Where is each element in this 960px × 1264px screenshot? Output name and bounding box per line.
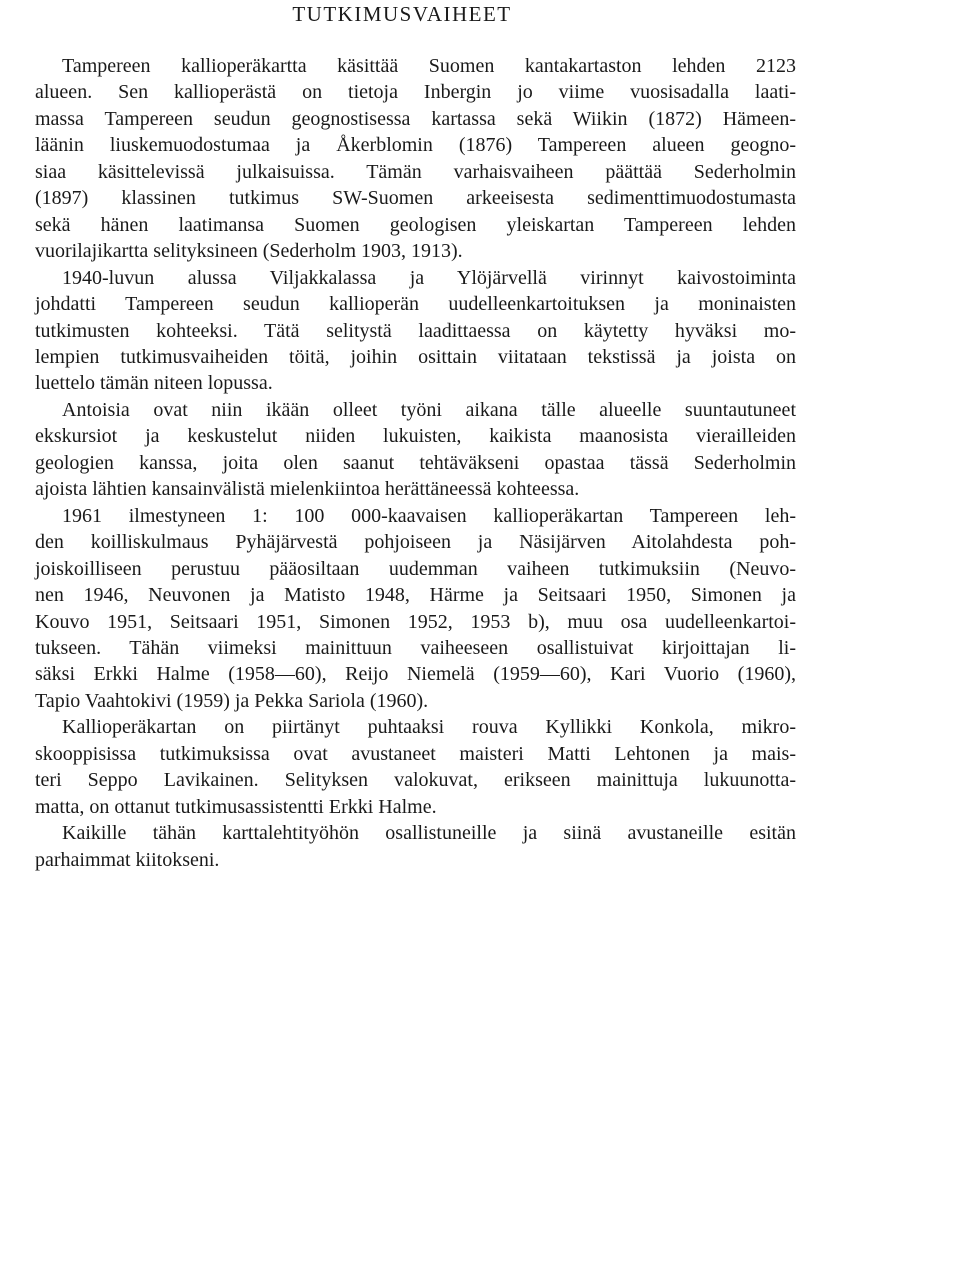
paragraph: [8, 397, 796, 503]
text-line: siaa käsittelevissä julkaisuissa. Tämän varhaisvaiheen päättää Sederholmin: [35, 160, 796, 183]
text-line: Tampereen kallioperäkartta käsittää Suomen kantakartaston lehden 2123: [62, 55, 796, 77]
text-line: säksi Erkki Halme (1958—60), Reijo Niemelä (1959—60), Kari Vuorio (1960),: [35, 663, 796, 686]
text-line: parhaimmat kiitokseni.: [35, 848, 220, 871]
text-line: ekskursiot ja keskustelut niiden lukuisten, kaikista maanosista vierailleiden: [35, 425, 796, 448]
text-line: Tapio Vaahtokivi (1959) ja Pekka Sariola (1960).: [35, 689, 429, 712]
text-line: skooppisissa tutkimuksissa ovat avustaneet maisteri Matti Lehtonen ja mais-: [35, 742, 796, 765]
paragraph: [8, 53, 796, 265]
text-line: Antoisia ovat niin ikään olleet työni aikana tälle alueelle suuntautuneet: [62, 398, 796, 421]
paragraph: [8, 503, 796, 715]
text-line: vuorilajikartta selityksineen (Sederholm 1903, 1913).: [35, 240, 463, 263]
text-line: massa Tampereen seudun geognostisessa kartassa sekä Wiikin (1872) Hämeen-: [35, 107, 796, 130]
text-line: (1897) klassinen tutkimus SW-Suomen arkeeisesta sedimenttimuodostumasta: [35, 187, 796, 210]
text-line: läänin liuskemuodostumaa ja Åkerblomin (1876) Tampereen alueen geogno-: [35, 134, 796, 157]
text-line: luettelo tämän niteen lopussa.: [35, 372, 273, 395]
text-line: alueen. Sen kallioperästä on tietoja Inbergin jo viime vuosisadalla laati-: [35, 81, 796, 104]
paragraph: [8, 820, 796, 873]
paragraph: [8, 265, 796, 397]
paragraph: [8, 714, 796, 820]
section-heading: TUTKIMUSVAIHEET: [292, 2, 512, 26]
text-line: 1940-luvun alussa Viljakkalassa ja Ylöjärvellä virinnyt kaivostoiminta: [62, 266, 796, 289]
text-line: ajoista lähtien kansainvälistä mielenkiintoa herättäneessä kohteessa.: [35, 478, 580, 501]
body-text: [8, 53, 796, 873]
text-line: teri Seppo Lavikainen. Selityksen valokuvat, erikseen mainittuja lukuunotta-: [35, 769, 796, 792]
text-line: geologien kanssa, joita olen saanut tehtäväkseni opastaa tässä Sederholmin: [35, 451, 796, 474]
text-line: tukseen. Tähän viimeksi mainittuun vaiheeseen osallistuivat kirjoittajan li-: [35, 636, 796, 659]
text-line: johdatti Tampereen seudun kallioperän uudelleenkartoituksen ja moninaisten: [35, 293, 796, 316]
text-line: lempien tutkimusvaiheiden töitä, joihin osittain viitataan tekstissä ja joista on: [35, 345, 796, 368]
text-line: Kouvo 1951, Seitsaari 1951, Simonen 1952, 1953 b), muu osa uudelleenkartoi-: [35, 610, 796, 633]
text-line: sekä hänen laatimansa Suomen geologisen yleiskartan Tampereen lehden: [35, 213, 796, 236]
text-line: Kaikille tähän karttalehtityöhön osallistuneille ja siinä avustaneille esitän: [62, 822, 796, 845]
text-line: tutkimusten kohteeksi. Tätä selitystä laadittaessa on käytetty hyväksi mo-: [35, 319, 796, 342]
text-line: 1961 ilmestyneen 1: 100 000-kaavaisen kallioperäkartan Tampereen leh-: [62, 504, 796, 527]
text-line: Kallioperäkartan on piirtänyt puhtaaksi rouva Kyllikki Konkola, mikro-: [62, 716, 796, 739]
text-line: den koilliskulmaus Pyhäjärvestä pohjoiseen ja Näsijärven Aitolahdesta poh-: [35, 531, 796, 554]
text-line: matta, on ottanut tutkimusassistentti Erkki Halme.: [35, 795, 437, 818]
text-line: joiskoilliseen perustuu pääosiltaan uudemman vaiheen tutkimuksiin (Neuvo-: [35, 557, 796, 580]
text-line: nen 1946, Neuvonen ja Matisto 1948, Härme ja Seitsaari 1950, Simonen ja: [35, 584, 796, 607]
